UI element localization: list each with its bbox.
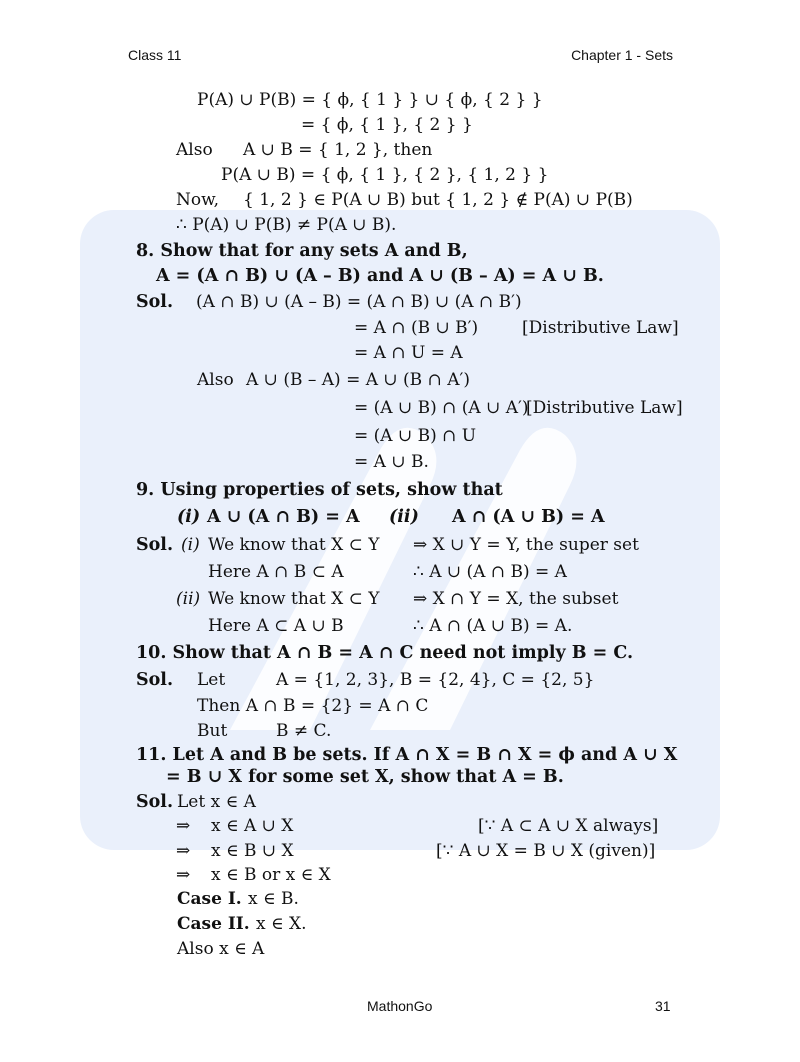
solution-label: Sol.: [136, 535, 174, 555]
question-9-part-ii: A ∩ (A ∪ B) = A: [452, 507, 605, 527]
math-line: = A ∩ U = A: [354, 343, 463, 363]
part-label: (i): [181, 535, 200, 555]
part-label: (ii): [176, 589, 201, 609]
math-line: But: [197, 721, 228, 741]
math-line: Let: [197, 670, 226, 690]
solution-label: Sol.: [136, 670, 174, 690]
math-line: ∴ A ∪ (A ∩ B) = A: [413, 562, 567, 582]
math-line: A = {1, 2, 3}, B = {2, 4}, C = {2, 5}: [276, 670, 595, 690]
math-line: P(A) ∪ P(B) = { ϕ, { 1 } } ∪ { ϕ, { 2 } }: [197, 90, 543, 110]
math-line: = (A ∪ B) ∩ (A ∪ A′): [354, 398, 529, 418]
math-line: x ∈ B or x ∈ X: [211, 865, 331, 885]
question-11-cont: = B ∪ X for some set X, show that A = B.: [166, 767, 564, 787]
reason-text: [∵ A ⊂ A ∪ X always]: [478, 816, 659, 836]
math-line: We know that X ⊂ Y: [208, 535, 380, 555]
math-line: Also x ∈ A: [177, 939, 265, 959]
footer-brand: MathonGo: [367, 998, 433, 1014]
header-chapter: Chapter 1 - Sets: [571, 47, 673, 63]
math-line: Here A ∩ B ⊂ A: [208, 562, 344, 582]
math-line: x ∈ X.: [256, 914, 307, 934]
math-line: = A ∩ (B ∪ B′): [354, 318, 479, 338]
implies-symbol: ⇒: [176, 865, 191, 885]
page-number: 31: [655, 998, 671, 1014]
question-8-statement: A = (A ∩ B) ∪ (A – B) and A ∪ (B – A) = A ∪ B.: [156, 266, 604, 286]
math-line: A ∪ (B – A) = A ∪ (B ∩ A′): [246, 370, 470, 390]
case-label: Case II.: [177, 914, 250, 934]
math-line: x ∈ B ∪ X: [211, 841, 294, 861]
reason-text: [Distributive Law]: [522, 318, 679, 338]
math-line: ∴ A ∩ (A ∪ B) = A.: [413, 616, 573, 636]
reason-text: [∵ A ∪ X = B ∪ X (given)]: [436, 841, 656, 861]
question-9: 9. Using properties of sets, show that: [136, 480, 503, 500]
header-class: Class 11: [128, 47, 182, 63]
math-line: Here A ⊂ A ∪ B: [208, 616, 344, 636]
math-line: A ∪ B = { 1, 2 }, then: [243, 140, 433, 160]
math-line: ⇒ X ∪ Y = Y, the super set: [413, 535, 639, 555]
math-line: Also: [176, 140, 213, 160]
math-line: We know that X ⊂ Y: [208, 589, 380, 609]
case-label: Case I.: [177, 889, 242, 909]
reason-text: [Distributive Law]: [526, 398, 683, 418]
solution-label: Sol.: [136, 792, 174, 812]
math-line: B ≠ C.: [276, 721, 332, 741]
math-line: ∴ P(A) ∪ P(B) ≠ P(A ∪ B).: [176, 215, 397, 235]
math-line: { 1, 2 } ∈ P(A ∪ B) but { 1, 2 } ∉ P(A) ∪ P(B): [243, 190, 633, 210]
math-line: x ∈ A ∪ X: [211, 816, 294, 836]
math-line: x ∈ B.: [248, 889, 299, 909]
math-line: P(A ∪ B) = { ϕ, { 1 }, { 2 }, { 1, 2 } }: [221, 165, 549, 185]
question-8: 8. Show that for any sets A and B,: [136, 241, 468, 261]
solution-label: Sol.: [136, 292, 174, 312]
math-line: Let x ∈ A: [177, 792, 256, 812]
math-line: Then A ∩ B = {2} = A ∩ C: [197, 696, 429, 716]
question-9-part-i: A ∪ (A ∩ B) = A: [207, 507, 360, 527]
math-line: = (A ∪ B) ∩ U: [354, 426, 477, 446]
math-line: Also: [197, 370, 234, 390]
math-line: = A ∪ B.: [354, 452, 429, 472]
part-label: (ii): [389, 507, 419, 527]
question-11: 11. Let A and B be sets. If A ∩ X = B ∩ X = ϕ and A ∪ X: [136, 745, 678, 765]
implies-symbol: ⇒: [176, 841, 191, 861]
implies-symbol: ⇒: [176, 816, 191, 836]
math-line: = { ϕ, { 1 }, { 2 } }: [301, 115, 473, 135]
question-10: 10. Show that A ∩ B = A ∩ C need not imply B = C.: [136, 643, 634, 663]
math-line: (A ∩ B) ∪ (A – B) = (A ∩ B) ∪ (A ∩ B′): [196, 292, 522, 312]
part-label: (i): [177, 507, 201, 527]
math-line: ⇒ X ∩ Y = X, the subset: [413, 589, 619, 609]
math-line: Now,: [176, 190, 220, 210]
